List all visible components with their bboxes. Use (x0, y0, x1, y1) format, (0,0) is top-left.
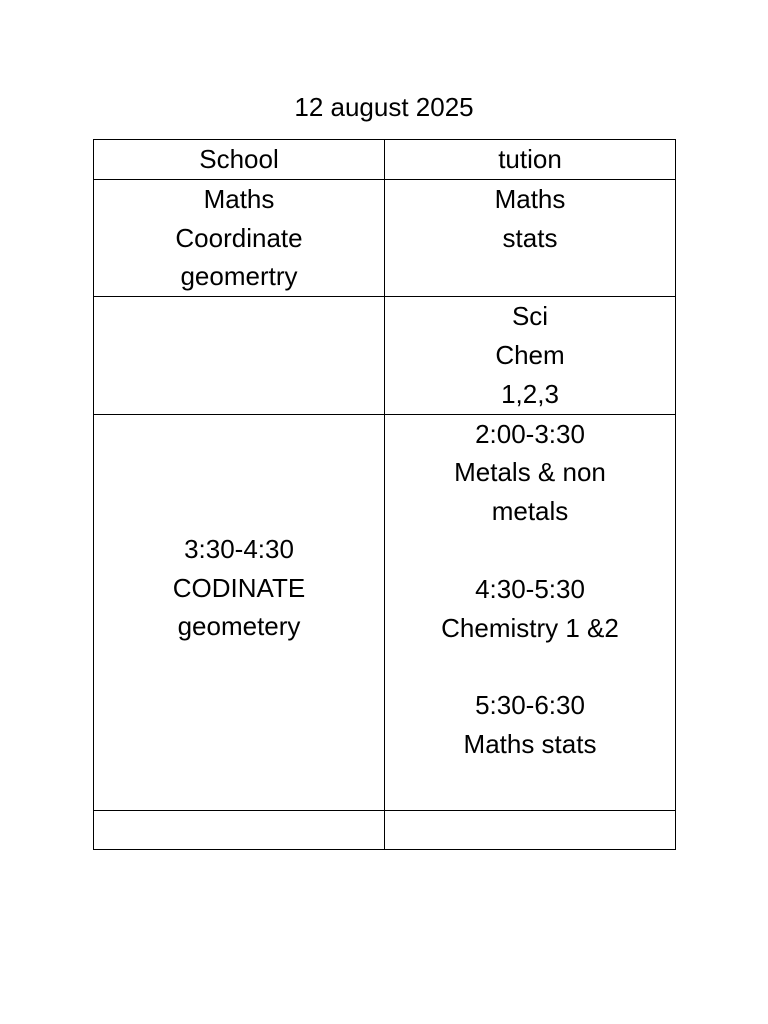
cell-line: 3:30-4:30 (184, 533, 294, 564)
table-row (94, 297, 676, 414)
cell-line: Metals & non (454, 457, 606, 488)
blank-line (385, 531, 675, 570)
school-cell (94, 179, 385, 296)
cell-line: Chem (495, 339, 565, 370)
tuition-cell (385, 179, 676, 296)
cell-line: 1,2,3 (501, 378, 559, 409)
cell-line: 4:30-5:30 (475, 573, 585, 604)
cell-line: stats (502, 222, 558, 253)
table-row (94, 810, 676, 849)
cell-line: geometery (177, 611, 301, 642)
school-cell (94, 810, 385, 849)
school-column-header: School (94, 140, 385, 180)
cell-line: Chemistry 1 &2 (441, 612, 619, 643)
cell-line: Sci (511, 301, 549, 332)
blank-line (385, 647, 675, 686)
school-cell (94, 414, 385, 810)
schedule-table (93, 139, 676, 850)
tuition-cell (385, 810, 676, 849)
cell-line: Coordinate (175, 222, 303, 253)
cell-line: CODINATE (172, 572, 306, 603)
cell-line: 2:00-3:30 (475, 418, 585, 449)
cell-line: geomertry (180, 261, 298, 292)
cell-line: Maths (203, 183, 275, 214)
tuition-cell (385, 297, 676, 414)
school-cell (94, 297, 385, 414)
table-row (94, 179, 676, 296)
cell-line: 5:30-6:30 (475, 690, 585, 721)
cell-line: metals (491, 496, 569, 527)
table-row (94, 414, 676, 810)
cell-line: Maths stats (463, 728, 597, 759)
cell-line: Maths (494, 183, 566, 214)
table-header-row (94, 140, 676, 180)
tuition-cell (385, 414, 676, 810)
page-title: 12 august 2025 (294, 92, 474, 122)
tuition-column-header: tution (385, 140, 676, 180)
